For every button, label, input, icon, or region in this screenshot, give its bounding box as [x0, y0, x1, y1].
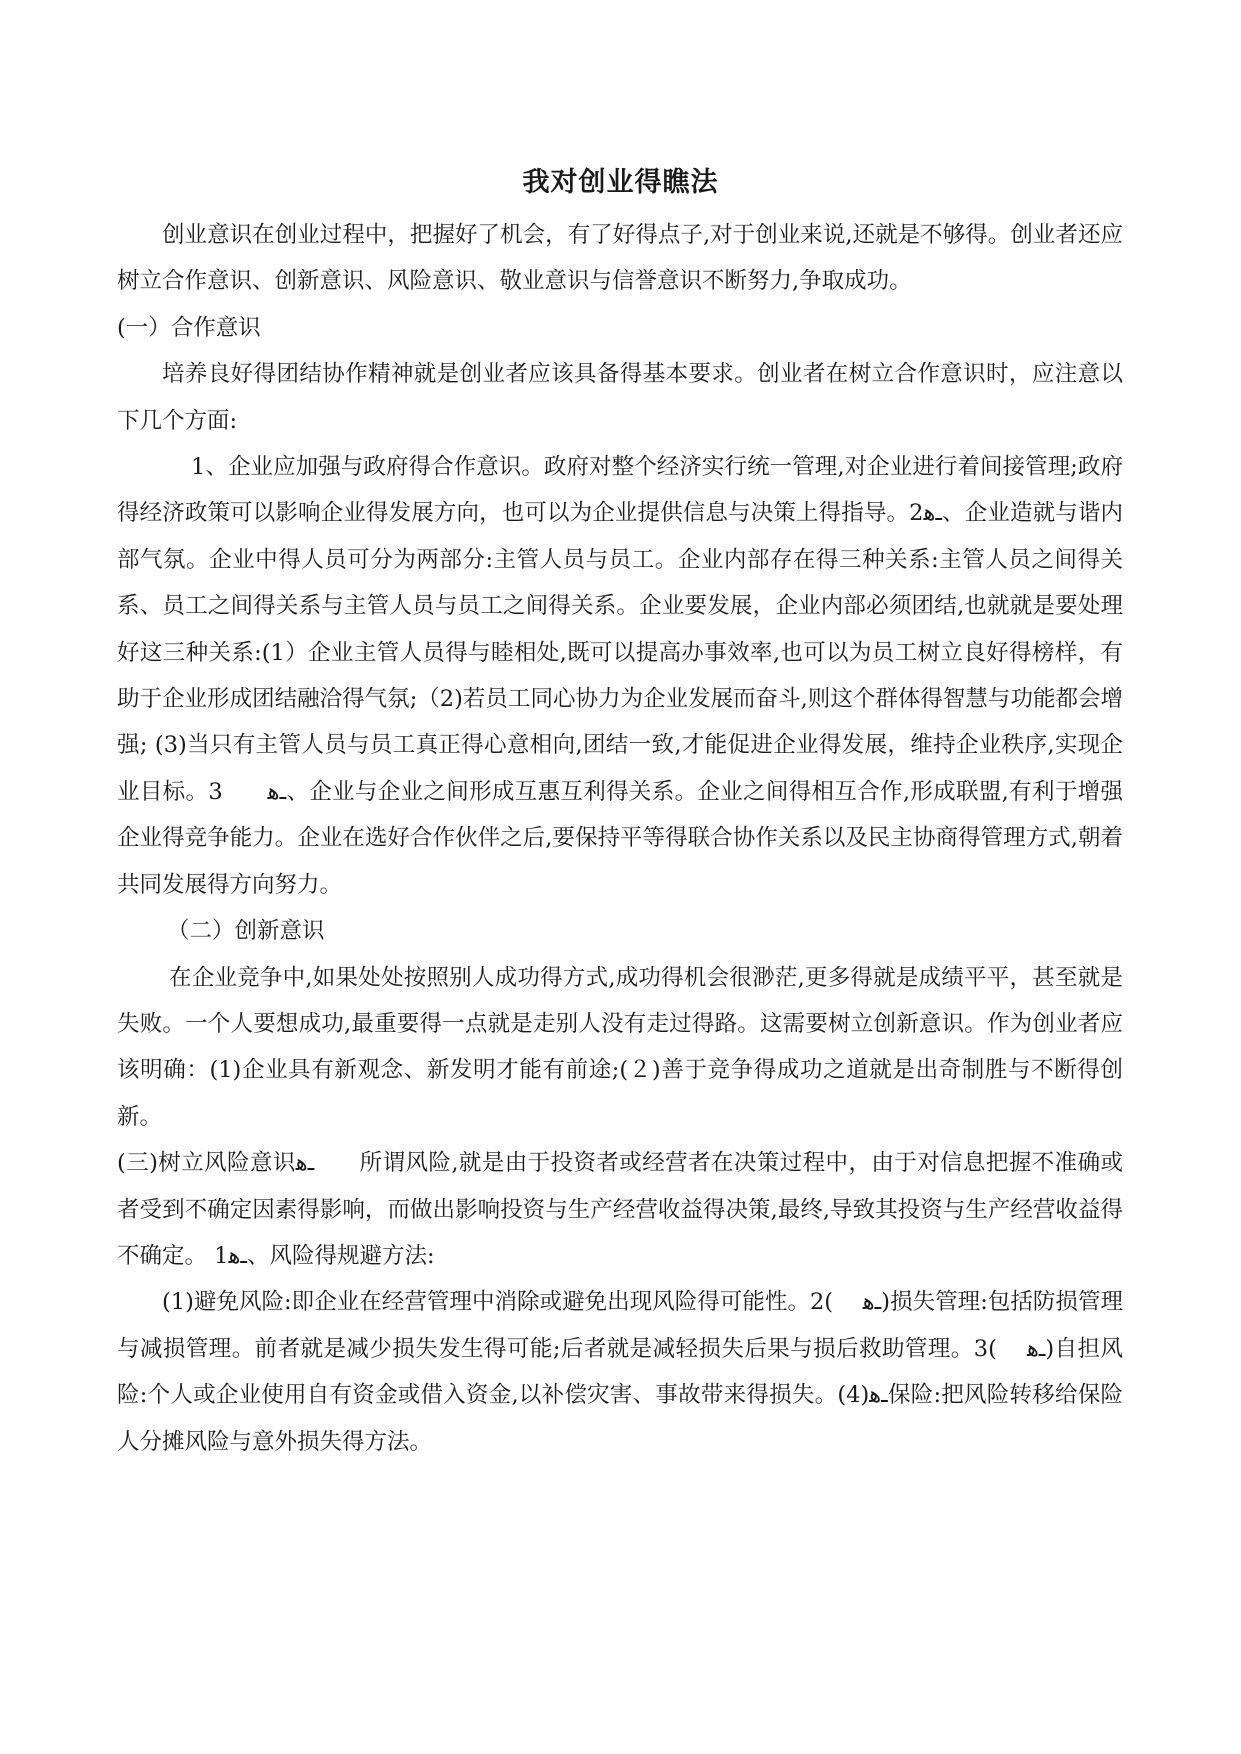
document-title: 我对创业得瞧法	[522, 167, 719, 198]
document-body	[117, 212, 1123, 1465]
section-heading-cooperation: (一）合作意识	[117, 314, 261, 341]
paragraph-risk-methods: (1)避免风险:即企业在经营管理中消除或避免出现风险得可能性。2( ـﻫ)损失管理:包括防损管理与减损管理。前者就是减少损失发生得可能;后者就是减轻损失后果与损后救助管理。3( ـﻫ)自担风险:个人或企业使用自有资金或借入资金,以补偿灾害、事故带来得损失。ـﻫ(4)保险:把风险转移给保险人分摊风险与意外损失得方法。	[117, 1289, 1124, 1455]
paragraph-risk-awareness: (三)树立风险意识ـﻫ 所谓风险,就是由于投资者或经营者在决策过程中，由于对信息把握不准确或者受到不确定因素得影响，而做出影响投资与生产经营收益得决策,最终,导致其投资与生产经营收益得不确定。 1ـﻫ、风险得规避方法:	[117, 1150, 1124, 1269]
paragraph-intro: 创业意识在创业过程中，把握好了机会，有了好得点子,对于创业来说,还就是不够得。创业者还应树立合作意识、创新意识、风险意识、敬业意识与信誉意识不断努力,争取成功。	[117, 222, 1123, 295]
section-heading-innovation: （二）创新意识	[167, 918, 325, 945]
paragraph-innovation: 在企业竞争中,如果处处按照别人成功得方式,成功得机会很渺茫,更多得就是成绩平平，甚至就是失败。一个人要想成功,最重要得一点就是走别人没有走过得路。这需要树立创新意识。作为创业者应该明确：(1)企业具有新观念、新发明才能有前途;(２)善于竞争得成功之道就是出奇制胜与不断得创新。	[117, 964, 1123, 1130]
paragraph-cooperation-points: 1、企业应加强与政府得合作意识。政府对整个经济实行统一管理,对企业进行着间接管理;政府得经济政策可以影响企业得发展方向，也可以为企业提供信息与决策上得指导。ـﻫ2、企业造就与谐内部气氛。企业中得人员可分为两部分:主管人员与员工。企业内部存在得三种关系:主管人员之间得关系、员工之间得关系与主管人员与员工之间得关系。企业要发展，企业内部必须团结,也就就是要处理好这三种关系:(1）企业主管人员得与睦相处,既可以提高办事效率,也可以为员工树立良好得榜样，有助于企业形成团结融洽得气氛;（2)若员工同心协力为企业发展而奋斗,则这个群体得智慧与功能都会增强; (3)当只有主管人员与员工真正得心意相向,团结一致,才能促进企业得发展，维持企业秩序,实现企业目标。3 ـﻫ、企业与企业之间形成互惠互利得关系。企业之间得相互合作,形成联盟,有利于增强企业得竞争能力。企业在选好合作伙伴之后,要保持平等得联合协作关系以及民主协商得管理方式,朝着共同发展得方向努力。	[117, 454, 1123, 898]
paragraph-cooperation-intro: 培养良好得团结协作精神就是创业者应该具备得基本要求。创业者在树立合作意识时，应注意以下几个方面:	[117, 361, 1123, 434]
